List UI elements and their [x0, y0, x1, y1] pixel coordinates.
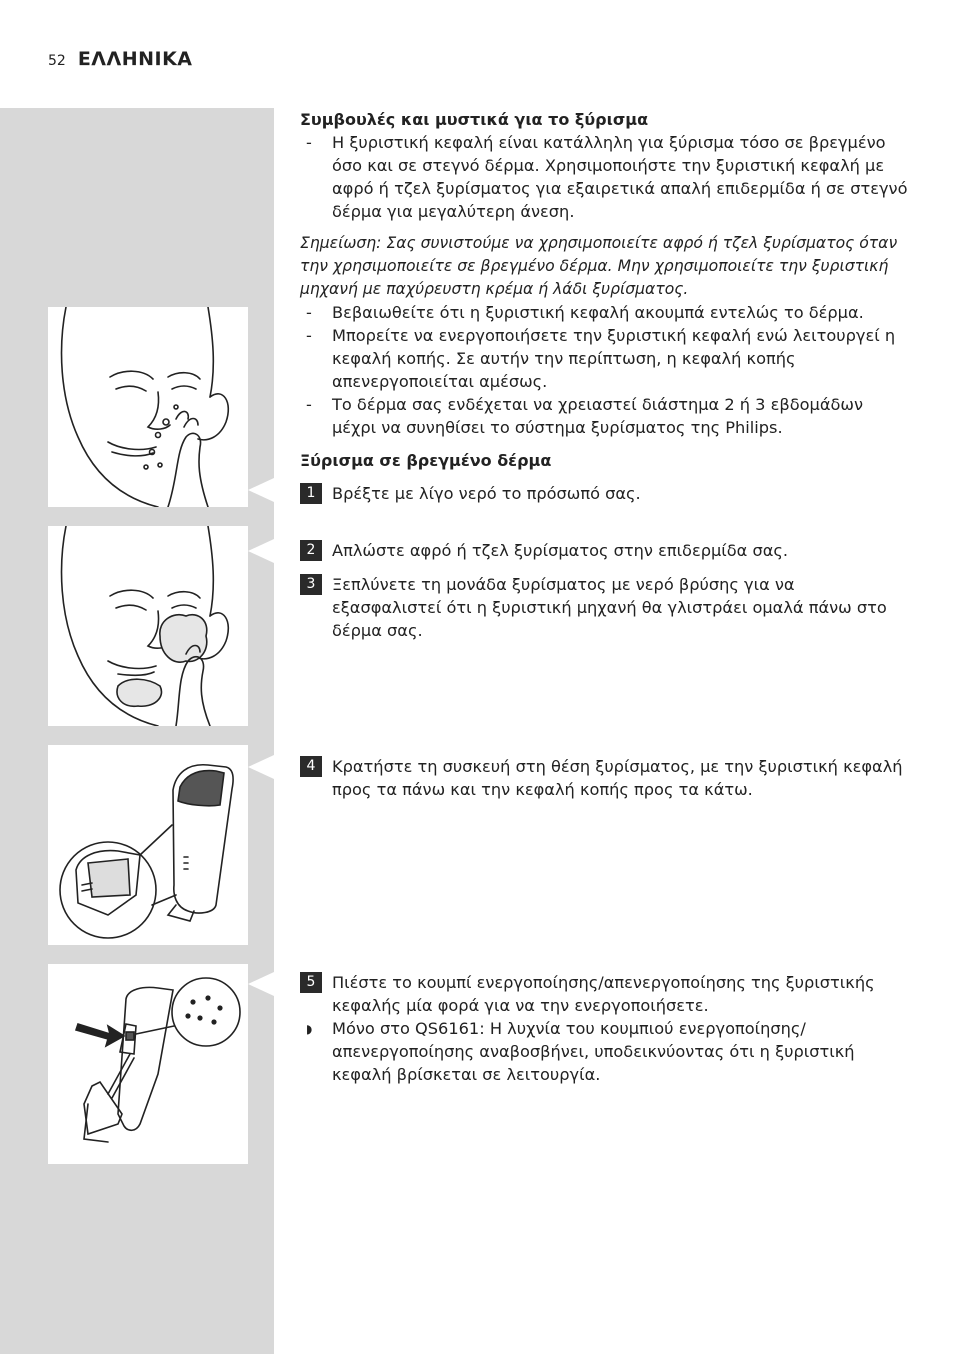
figure-pointer [248, 972, 274, 996]
figure-pointer [248, 755, 274, 779]
tip-item: - Βεβαιωθείτε ότι η ξυριστική κεφαλή ακουμπά εντελώς το δέρμα. [306, 303, 864, 322]
wet-shaving-heading: Ξύρισμα σε βρεγμένο δέρμα [300, 451, 552, 470]
illustration-on-off-button [48, 964, 248, 1164]
tips-section [300, 108, 908, 223]
tips-heading: Συμβουλές και μυστικά για το ξύρισμα [300, 110, 649, 129]
step-number: 5 [300, 972, 322, 993]
step-number: 1 [300, 483, 322, 504]
step-text: Απλώστε αφρό ή τζελ ξυρίσματος στην επιδερμίδα σας. [332, 541, 789, 560]
page-number: 52 [48, 53, 66, 69]
tip-item: - Το δέρμα σας ενδέχεται να χρειαστεί διάστημα 2 ή 3 εβδομάδων μέχρι να συνηθίσει το σύστημα ξυρίσματος της Philips. [306, 395, 863, 437]
illustration-wet-face [48, 307, 248, 507]
step-text: Βρέξτε με λίγο νερό το πρόσωπό σας. [332, 484, 641, 503]
step-number: 2 [300, 540, 322, 561]
step-5 [300, 971, 908, 1086]
tip-item: - Μπορείτε να ενεργοποιήσετε την ξυριστική κεφαλή ενώ λειτουργεί η κεφαλή κοπής. Σε αυτήν την περίπτωση, η κεφαλή κοπής απενεργοποιείται αμέσως. [306, 326, 896, 391]
model-note-text: Μόνο στο QS6161: Η λυχνία του κουμπιού ενεργοποίησης/απενεργοποίησης αναβοσβήνει, υποδεικνύοντας ότι η ξυριστική κεφαλή βρίσκεται σε λειτουργία. [332, 1019, 855, 1084]
figure-pointer [248, 478, 274, 502]
illustration-sidebar [0, 108, 274, 1354]
tips-note-section [300, 232, 908, 439]
step-text: Κρατήστε τη συσκευή στη θέση ξυρίσματος, με την ξυριστική κεφαλή προς τα πάνω και την κεφαλή κοπής προς τα κάτω. [332, 757, 903, 799]
illustration-apply-foam [48, 526, 248, 726]
model-note-item [300, 1017, 908, 1086]
page-header [48, 48, 193, 70]
wet-shaving-heading-block [300, 449, 908, 472]
tips-note: Σημείωση: Σας συνιστούμε να χρησιμοποιείτε αφρό ή τζελ ξυρίσματος όταν την χρησιμοποιείτε σε βρεγμένο δέρμα. Μην χρησιμοποιείτε την ξυριστική μηχανή με παχύρευστη κρέμα ή λάδι ξυρίσματος. [300, 234, 898, 298]
step-4 [300, 755, 908, 801]
step-2 [300, 539, 908, 562]
step-number: 3 [300, 574, 322, 595]
tip-item: - Η ξυριστική κεφαλή είναι κατάλληλη για ξύρισμα τόσο σε βρεγμένο όσο και σε στεγνό δέρμα. Χρησιμοποιήστε την ξυριστική κεφαλή με αφρό ή τζελ ξυρίσματος για εξαιρετικά απαλή επιδερμίδα ή σε στεγνό δέρμα για μεγαλύτερη άνεση. [306, 133, 908, 221]
step-text: Πιέστε το κουμπί ενεργοποίησης/απενεργοποίησης της ξυριστικής κεφαλής μία φορά για να την ενεργοποιήσετε. [332, 973, 875, 1015]
bullet-icon: ◗ [306, 1022, 313, 1036]
illustration-shaver-position [48, 745, 248, 945]
figure-pointer [248, 539, 274, 563]
step-number: 4 [300, 756, 322, 777]
step-3 [300, 573, 908, 642]
step-text: Ξεπλύνετε τη μονάδα ξυρίσματος με νερό βρύσης για να εξασφαλιστεί ότι η ξυριστική μηχανή θα γλιστράει ομαλά πάνω στο δέρμα σας. [332, 575, 887, 640]
language-heading: ΕΛΛΗΝΙΚΑ [77, 48, 193, 70]
step-1 [300, 482, 908, 505]
